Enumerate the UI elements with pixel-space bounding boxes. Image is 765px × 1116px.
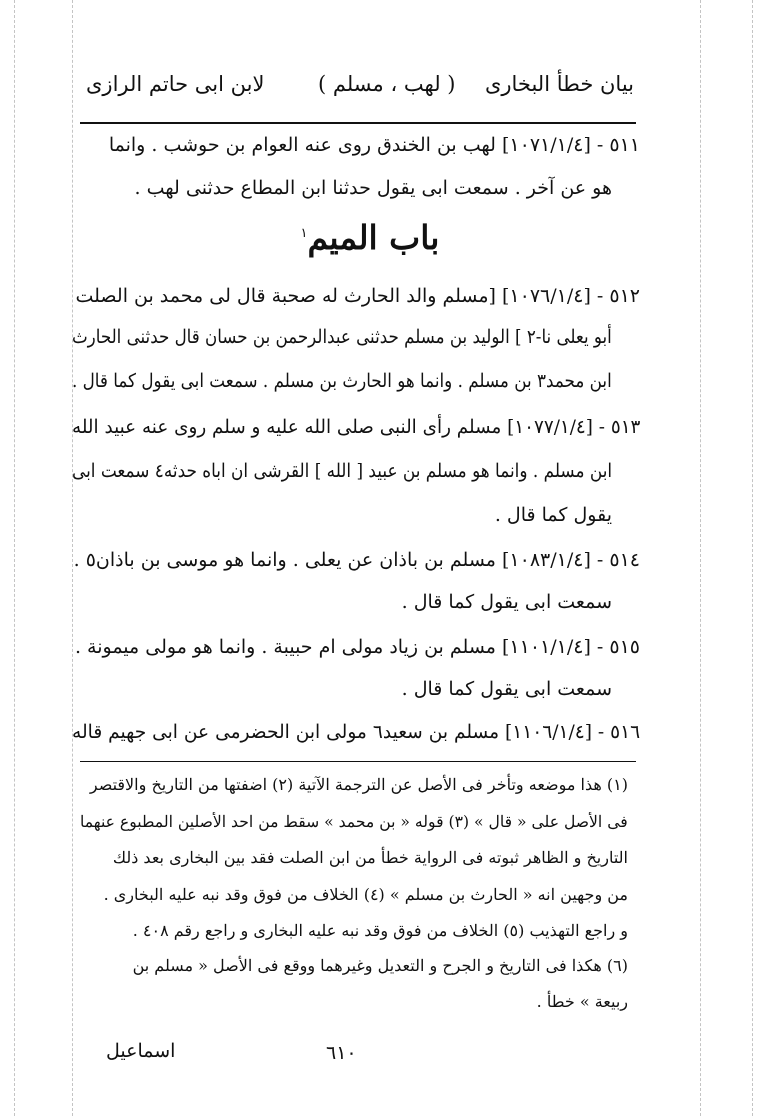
header-author: لابن ابى حاتم الرازى	[86, 72, 265, 96]
chapter-title: باب الميم	[307, 218, 440, 257]
text-line: ٥١٢ - [١٠٧٦/١/٤] [مسلم والد الحارث له صحبة قال لى محمد بن الصلت	[75, 285, 640, 307]
text-line: هو عن آخر . سمعت ابى يقول حدثنا ابن المطاع حدثنى لهب .	[134, 177, 612, 199]
text-line: سمعت ابى يقول كما قال .	[401, 591, 612, 613]
text-line: أبو يعلى نا-٢ ] الوليد بن مسلم حدثنى عبدالرحمن بن حسان قال حدثنى الحارث	[72, 326, 612, 348]
text-line: ٥١٦ - [١١٠٦/١/٤] مسلم بن سعيد٦ مولى ابن الحضرمى عن ابى جهيم قاله	[71, 721, 640, 743]
page-footer	[86, 1036, 634, 1076]
running-header	[86, 66, 634, 116]
header-book-title: بيان خطأ البخارى	[484, 72, 634, 96]
footnote-line: التاريخ و الظاهر ثبوته فى الرواية خطأ من ابن الصلت فقد بين البخارى بعد ذلك	[112, 848, 628, 867]
footnote-line: و راجع التهذيب (٥) الخلاف من فوق وقد نبه عليه البخارى و راجع رقم ٤٠٨ .	[132, 921, 628, 940]
footnote-line: ربيعة » خطأ .	[536, 992, 628, 1011]
text-line: ٥١٣ - [١٠٧٧/١/٤] مسلم رأى النبى صلى الله عليه و سلم روى عنه عبيد الله	[71, 416, 640, 438]
footnote-line: (١) هذا موضعه وتأخر فى الأصل عن الترجمة الآتية (٢) اضفتها من التاريخ والاقتصر	[89, 775, 628, 794]
footnote-line: فى الأصل على « قال » (٣) قوله « بن محمد » سقط من احد الأصلين المطبوع عنهما	[80, 812, 628, 831]
header-divider	[80, 122, 636, 124]
text-line: يقول كما قال .	[494, 504, 612, 526]
footnote-line: من وجهين انه « الحارث بن مسلم » (٤) الخلاف من فوق وقد نبه عليه البخارى .	[103, 885, 628, 904]
text-line: ٥١٤ - [١٠٨٣/١/٤] مسلم بن باذان عن يعلى . وانما هو موسى بن باذان٥ .	[73, 549, 640, 571]
footnote-divider	[80, 761, 636, 762]
chapter-note-marker: ١	[300, 226, 308, 241]
text-line: ٥١٥ - [١١٠١/١/٤] مسلم بن زياد مولى ام حبيبة . وانما هو مولى ميمونة .	[74, 636, 640, 658]
header-section-range: ( لهب ، مسلم )	[318, 72, 456, 96]
footnote-line: (٦) هكذا فى التاريخ و الجرح و التعديل وغيرهما ووقع فى الأصل « مسلم بن	[132, 956, 628, 975]
page-number: ٦١٠	[326, 1042, 357, 1064]
chapter-heading	[250, 218, 490, 257]
text-line: ابن محمد٣ بن مسلم . وانما هو الحارث بن مسلم . سمعت ابى يقول كما قال .	[72, 370, 612, 392]
text-line: ٥١١ - [١٠٧١/١/٤] لهب بن الخندق روى عنه العوام بن حوشب . وانما	[108, 134, 640, 156]
printer-signature: اسماعيل	[106, 1040, 176, 1062]
text-line: ابن مسلم . وانما هو مسلم بن عبيد [ الله ] القرشى ان اباه حدثه٤ سمعت ابى	[71, 460, 612, 482]
text-line: سمعت ابى يقول كما قال .	[401, 678, 612, 700]
